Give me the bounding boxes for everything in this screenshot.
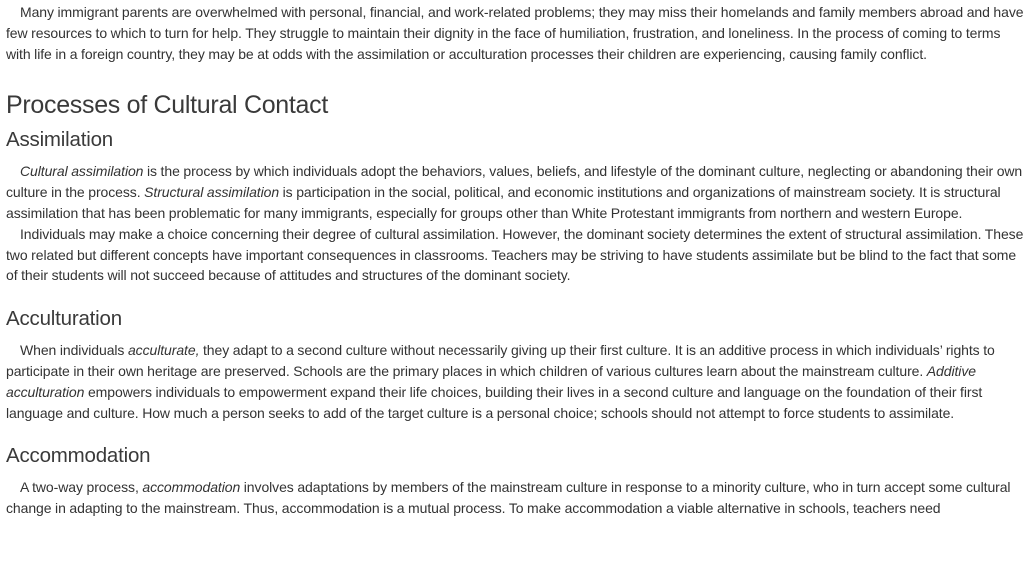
- cultural-assimilation-term: Cultural assimilation: [20, 163, 144, 180]
- accommodation-heading: Accommodation: [6, 444, 151, 468]
- acculturation-paragraph: [6, 340, 1024, 423]
- assimilation-paragraph-1: [6, 161, 1024, 223]
- assimilation-paragraph-2: [6, 224, 1024, 286]
- acculturate-term: acculturate,: [127, 342, 200, 359]
- acculturation-heading: Acculturation: [6, 307, 122, 331]
- accommodation-text-1: A two-way process,: [20, 479, 143, 496]
- structural-assimilation-term: Structural assimilation: [144, 184, 280, 201]
- accommodation-text-2: involves adaptations by members of the mainstream culture in response to a minority culture, who in turn accept some cultural change in adapting to the mainstream. Thus, accommodation is a mutual process. To make accommodation a viable alternative in schools, teachers need: [6, 479, 1011, 517]
- assimilation-p1-text-2: is participation in the social, political, and economic institutions and organizations of mainstream society. It is structural assimilation that has been problematic for many immigrants, especially for groups other than White Protestant immigrants from northern and western Europe.: [6, 184, 1001, 221]
- acculturation-text-3: empowers individuals to empowerment expand their life choices, building their lives in a second culture and language on the foundation of their first language and culture. How much a person seeks to add of the target culture is a personal choice; schools should not attempt to force students to assimilate.: [6, 383, 983, 421]
- assimilation-p2-text: Individuals may make a choice concerning their degree of cultural assimilation. However, the dominant society determines the extent of structural assimilation. These two related but different concepts have important consequences in classrooms. Teachers may be striving to have students assimilate but be blind to the fact that some of their students will not succeed because of attitudes and structures of the dominant society.: [6, 225, 1024, 284]
- intro-text: Many immigrant parents are overwhelmed with personal, financial, and work-related problems; they may miss their homelands and family members abroad and have few resources to which to turn for help. They struggle to maintain their dignity in the face of humiliation, frustration, and loneliness. In the process of coming to terms with life in a foreign country, they may be at odds with the assimilation or acculturation processes their children are experiencing, causing family conflict.: [6, 4, 1024, 62]
- assimilation-p1-text-1: is the process by which individuals adopt the behaviors, values, beliefs, and lifestyle of the dominant culture, neglecting or abandoning their own culture in the process.: [6, 163, 1023, 201]
- accommodation-paragraph: [6, 477, 1024, 519]
- accommodation-term: accommodation: [142, 479, 241, 496]
- acculturation-text-1: When individuals: [20, 342, 128, 359]
- section-title: Processes of Cultural Contact: [6, 91, 329, 120]
- additive-acculturation-term: Additive acculturation: [6, 362, 976, 400]
- acculturation-text-2: they adapt to a second culture without necessarily giving up their first culture. It is an additive process in which individuals’ rights to participate in their own heritage are preserved. Schools are the primary places in which children of various cultures learn about the mainstream culture.: [6, 342, 995, 379]
- assimilation-heading: Assimilation: [6, 128, 113, 152]
- intro-paragraph: [6, 0, 1024, 64]
